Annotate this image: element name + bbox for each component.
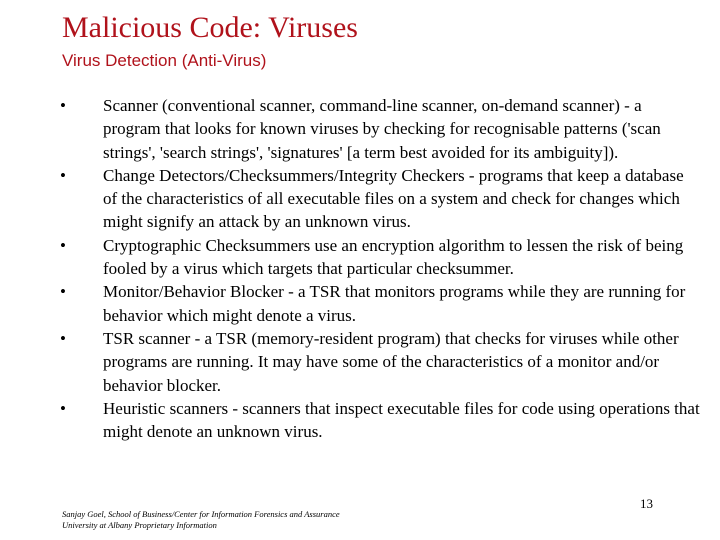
bullet-item bbox=[60, 327, 700, 397]
bullet-text: Cryptographic Checksummers use an encryption algorithm to lessen the risk of being fooled by a virus which targets that particular checksummer. bbox=[103, 235, 684, 279]
bullet-marker: • bbox=[60, 328, 66, 348]
bullet-text: TSR scanner - a TSR (memory-resident program) that checks for viruses while other programs are running. It may have some of the characteristics of a monitor and/or behavior blocker. bbox=[103, 328, 679, 395]
bullet-text: Monitor/Behavior Blocker - a TSR that monitors programs while they are running for behavior which might denote a virus. bbox=[103, 282, 686, 325]
slide-title: Malicious Code: Viruses bbox=[62, 11, 358, 44]
bullet-marker: • bbox=[60, 165, 66, 185]
bullet-text: Change Detectors/Checksummers/Integrity Checkers - programs that keep a database of the characteristics of all executable files on a system and check for changes which might signify an attack by an unknown virus. bbox=[103, 165, 684, 232]
slide-footer bbox=[62, 509, 340, 531]
bullet-item bbox=[60, 164, 700, 234]
bullet-list bbox=[60, 94, 700, 443]
bullet-item bbox=[60, 234, 700, 281]
footer-proprietary-line: University at Albany Proprietary Information bbox=[62, 520, 217, 530]
bullet-marker: • bbox=[60, 96, 66, 115]
bullet-item bbox=[60, 397, 700, 444]
footer-author-line: Sanjay Goel, School of Business/Center for Information Forensics and Assurance bbox=[62, 509, 340, 519]
bullet-marker: • bbox=[60, 235, 66, 255]
bullet-text: Heuristic scanners - scanners that inspect executable files for code using operations that might denote an unknown virus. bbox=[103, 398, 700, 442]
bullet-text: Scanner (conventional scanner, command-line scanner, on-demand scanner) - a program that looks for known viruses by checking for recognisable patterns ('scan strings', 'search strings', 'signatures' [a term best avoided for its ambiguity]). bbox=[103, 96, 661, 162]
bullet-marker: • bbox=[60, 282, 66, 302]
bullet-item bbox=[60, 280, 700, 327]
bullet-item bbox=[60, 94, 700, 164]
bullet-marker: • bbox=[60, 398, 66, 418]
page-number: 13 bbox=[640, 496, 653, 511]
slide-subtitle: Virus Detection (Anti-Virus) bbox=[62, 51, 267, 70]
